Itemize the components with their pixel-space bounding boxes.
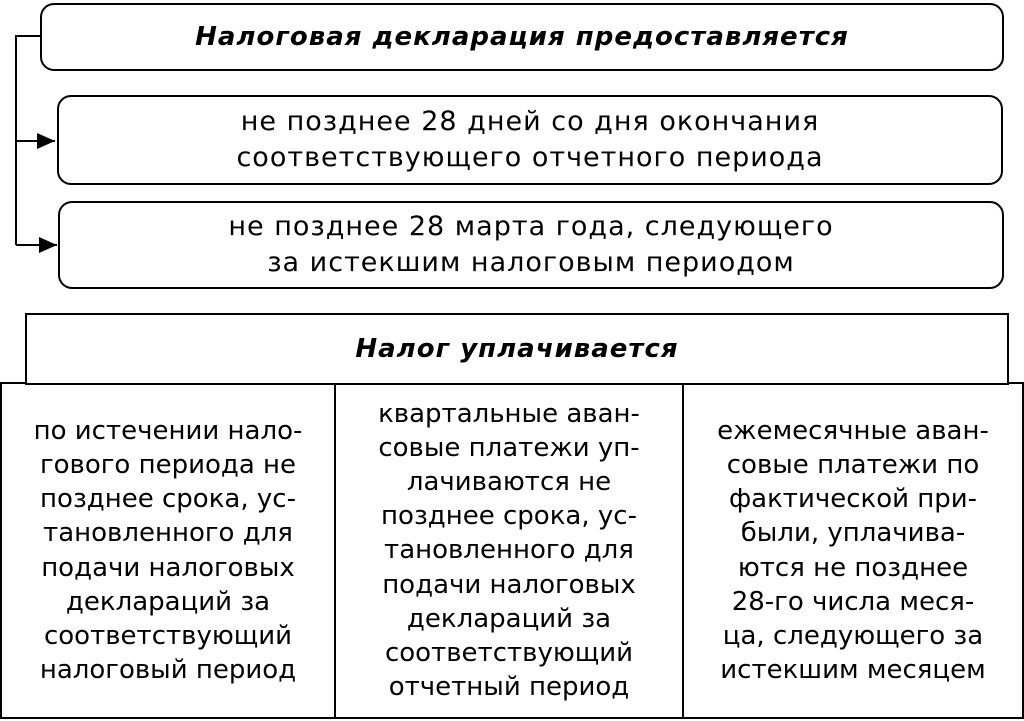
payment-column-2-line: деклараций за	[406, 603, 612, 634]
declaration-option-2-line: за истекшим налоговым периодом	[267, 247, 795, 278]
declaration-title: Налоговая декларация предоставляется	[195, 22, 849, 52]
declaration-option-2-box	[58, 201, 1004, 289]
declaration-option-1-line: соответствующего отчетного периода	[236, 142, 824, 173]
declaration-option-2-text	[228, 209, 833, 281]
payment-column-1	[0, 382, 336, 719]
payment-column-1-line: соответствующий	[43, 620, 293, 651]
declaration-option-1-line: не позднее 28 дней со дня окончания	[240, 106, 820, 137]
payment-column-3-line: фактической при-	[728, 484, 978, 515]
payment-column-3-line: ежемесячные аван-	[717, 415, 989, 446]
payment-column-2-line: квартальные аван-	[378, 398, 640, 429]
declaration-option-2-line: не позднее 28 марта года, следующего	[228, 211, 834, 242]
payment-column-1-line: по истечении нало-	[33, 415, 303, 446]
payment-column-1-line: деклараций за	[65, 586, 271, 617]
payment-column-1-line: тановленного для	[43, 518, 293, 549]
payment-column-1-line: позднее срока, ус-	[40, 484, 296, 515]
payment-column-2-line: отчетный период	[388, 672, 630, 703]
payment-column-3-line: были, уплачива-	[740, 518, 966, 549]
declaration-option-1-text	[236, 104, 823, 176]
declaration-option-1-box	[57, 95, 1003, 185]
payment-column-3-line: ца, следующего за	[722, 620, 984, 651]
payment-column-3-line: ются не позднее	[737, 552, 969, 583]
payment-column-3-line: совые платежи по	[726, 449, 980, 480]
payment-column-2-line: позднее срока, ус-	[381, 501, 637, 532]
payment-column-3	[682, 382, 1024, 719]
payment-column-1-line: налоговый период	[39, 655, 297, 686]
payment-column-2-line: лачиваются не	[406, 466, 612, 497]
payment-column-3-line: 28-го числа меся-	[731, 586, 975, 617]
payment-column-2-line: соответствующий	[384, 638, 634, 668]
declaration-title-box	[40, 3, 1004, 71]
payment-column-3-line: истекшим месяцем	[720, 655, 986, 686]
payment-title-box	[25, 313, 1009, 385]
payment-column-2-line: совые платежи уп-	[378, 432, 640, 463]
payment-column-2-line: подачи налоговых	[382, 569, 636, 600]
payment-column-1-line: гового периода не	[39, 449, 297, 480]
payment-column-1-line: подачи налоговых	[41, 552, 295, 583]
payment-title: Налог уплачивается	[355, 334, 679, 364]
payment-column-2-line: тановленного для	[384, 535, 634, 566]
payment-column-2	[334, 382, 684, 719]
